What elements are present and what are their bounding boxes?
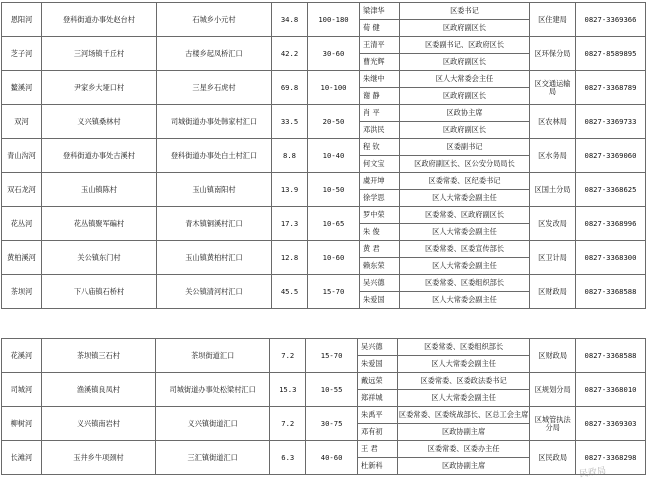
- river-name: 双石龙河: [2, 173, 42, 207]
- liaison-dept: 区住建局: [530, 3, 576, 37]
- table-row: [2, 275, 646, 292]
- chief-name: 邓有初: [358, 424, 398, 441]
- table-row: [2, 71, 646, 88]
- river-name: 双河: [2, 105, 42, 139]
- chief-name: 赖东荣: [360, 258, 400, 275]
- chief-name: 邓洪民: [360, 122, 400, 139]
- end-point: 玉山镇南阳村: [157, 173, 272, 207]
- river-name: 鳌溪河: [2, 71, 42, 105]
- liaison-phone: 0827-3369060: [576, 139, 646, 173]
- liaison-phone: 0827-3369303: [576, 407, 646, 441]
- end-point: 登科街道办事处白土村汇口: [157, 139, 272, 173]
- chief-name: 王清平: [360, 37, 400, 54]
- liaison-phone: 0827-3368625: [576, 173, 646, 207]
- river-width: 30-60: [308, 37, 360, 71]
- river-name: 茶坝河: [2, 275, 42, 309]
- liaison-phone: 0827-3368588: [576, 275, 646, 309]
- chief-name: 朱禹平: [358, 407, 398, 424]
- river-width: 40-60: [306, 441, 358, 475]
- chief-title: 区人大常委会副主任: [397, 390, 529, 407]
- river-length: 15.3: [270, 373, 306, 407]
- chief-name: 曹光辉: [360, 54, 400, 71]
- chief-name: 虞开坤: [360, 173, 400, 190]
- liaison-phone: 0827-3368789: [576, 71, 646, 105]
- table-row: [2, 207, 646, 224]
- table-row: [2, 407, 646, 424]
- chief-name: 朱继中: [360, 71, 400, 88]
- liaison-dept: 区城管执法分局: [530, 407, 576, 441]
- chief-title: 区人大常委会副主任: [400, 258, 530, 275]
- start-point: 义兴镇南岩村: [41, 407, 155, 441]
- liaison-dept: 区国土分局: [530, 173, 576, 207]
- river-width: 10-50: [308, 173, 360, 207]
- chief-name: 谢 静: [360, 88, 400, 105]
- river-length: 34.8: [272, 3, 308, 37]
- chief-title: 区委常委、区委宣传部长: [400, 241, 530, 258]
- chief-name: 朱爱国: [358, 356, 398, 373]
- river-width: 10-60: [308, 241, 360, 275]
- chief-name: 黄 君: [360, 241, 400, 258]
- chief-title: 区委常委、区委政法委书记: [397, 373, 529, 390]
- river-name: 青山沟河: [2, 139, 42, 173]
- chief-name: 荀 健: [360, 20, 400, 37]
- chief-title: 区委常委、区纪委书记: [400, 173, 530, 190]
- chief-title: 区政府副区长: [400, 122, 530, 139]
- liaison-phone: 0827-3369366: [576, 3, 646, 37]
- chief-name: 程 钦: [360, 139, 400, 156]
- chief-title: 区政协主席: [400, 105, 530, 122]
- river-name: 黄柏溪河: [2, 241, 42, 275]
- chief-title: 区政府副区长: [400, 20, 530, 37]
- table-gap: [0, 330, 646, 338]
- start-point: 茶坝镇三石村: [41, 339, 155, 373]
- chief-name: 何文宝: [360, 156, 400, 173]
- river-name: 芝子河: [2, 37, 42, 71]
- river-width: 10-65: [308, 207, 360, 241]
- end-point: 关公镇清河村汇口: [157, 275, 272, 309]
- start-point: 关公镇东门村: [42, 241, 157, 275]
- start-point: 花丛镇聚军碥村: [42, 207, 157, 241]
- river-length: 6.3: [270, 441, 306, 475]
- liaison-phone: 0827-3369733: [576, 105, 646, 139]
- table-row: [2, 139, 646, 156]
- river-width: 15-70: [308, 275, 360, 309]
- liaison-dept: 区发改局: [530, 207, 576, 241]
- river-width: 10-40: [308, 139, 360, 173]
- table-row: [2, 339, 646, 356]
- end-point: 司城街道办事处韩家村汇口: [157, 105, 272, 139]
- chief-name: 肖 平: [360, 105, 400, 122]
- end-point: 玉山镇黄柏村汇口: [157, 241, 272, 275]
- river-length: 33.5: [272, 105, 308, 139]
- liaison-dept: 区规划分局: [530, 373, 576, 407]
- chief-title: 区政府副区长: [400, 54, 530, 71]
- chief-name: 朱爱国: [360, 292, 400, 309]
- chief-name: 徐学思: [360, 190, 400, 207]
- liaison-dept: 区卫计局: [530, 241, 576, 275]
- river-chief-table-1: [1, 2, 646, 309]
- table-row: [2, 441, 646, 458]
- chief-name: 吴兴德: [360, 275, 400, 292]
- table-row: [2, 3, 646, 20]
- river-length: 12.8: [272, 241, 308, 275]
- liaison-dept: 区交通运输局: [530, 71, 576, 105]
- start-point: 下八庙镇石桥村: [42, 275, 157, 309]
- chief-title: 区委副书记: [400, 139, 530, 156]
- liaison-dept: 区财政局: [530, 275, 576, 309]
- start-point: 玉井乡牛项颈村: [41, 441, 155, 475]
- chief-name: 梁津华: [360, 3, 400, 20]
- chief-title: 区人大常委会副主任: [400, 190, 530, 207]
- river-name: 花溪河: [2, 339, 42, 373]
- river-width: 30-75: [306, 407, 358, 441]
- river-width: 100-180: [308, 3, 360, 37]
- river-length: 13.9: [272, 173, 308, 207]
- chief-name: 郑祥城: [358, 390, 398, 407]
- river-chief-table-2: [1, 338, 646, 475]
- liaison-dept: 区财政局: [530, 339, 576, 373]
- chief-title: 区委副书记、区政府区长: [400, 37, 530, 54]
- river-length: 8.8: [272, 139, 308, 173]
- chief-name: 罗中荣: [360, 207, 400, 224]
- end-point: 三星乡石虎村: [157, 71, 272, 105]
- chief-title: 区委书记: [400, 3, 530, 20]
- end-point: 三汇镇街道汇口: [156, 441, 270, 475]
- river-width: 15-70: [306, 339, 358, 373]
- chief-title: 区人大常委会副主任: [397, 356, 529, 373]
- table-row: [2, 173, 646, 190]
- end-point: 司城街道办事处松梁村汇口: [156, 373, 270, 407]
- liaison-phone: 0827-3368010: [576, 373, 646, 407]
- river-length: 69.8: [272, 71, 308, 105]
- river-width: 20-50: [308, 105, 360, 139]
- table-row: [2, 105, 646, 122]
- river-length: 45.5: [272, 275, 308, 309]
- chief-name: 朱 俊: [360, 224, 400, 241]
- start-point: 登科街道办事处赵台村: [42, 3, 157, 37]
- chief-title: 区政府副区长: [400, 88, 530, 105]
- chief-title: 区委常委、区政府副区长: [400, 207, 530, 224]
- liaison-dept: 区农林局: [530, 105, 576, 139]
- start-point: 义兴镇桑林村: [42, 105, 157, 139]
- river-length: 17.3: [272, 207, 308, 241]
- liaison-phone: 0827-8589895: [576, 37, 646, 71]
- end-point: 青木镇铜溪村汇口: [157, 207, 272, 241]
- river-name: 长滩河: [2, 441, 42, 475]
- chief-name: 王 君: [358, 441, 398, 458]
- end-point: 茶坝街道汇口: [156, 339, 270, 373]
- river-length: 7.2: [270, 339, 306, 373]
- river-length: 7.2: [270, 407, 306, 441]
- end-point: 古楼乡起凤桥汇口: [157, 37, 272, 71]
- end-point: 石城乡小元村: [157, 3, 272, 37]
- start-point: 三河场镇千丘村: [42, 37, 157, 71]
- river-name: 司城河: [2, 373, 42, 407]
- chief-title: 区委常委、区委统战部长、区总工会主席: [397, 407, 529, 424]
- start-point: 玉山镇陈村: [42, 173, 157, 207]
- watermark: 民政局: [578, 466, 607, 480]
- start-point: 尹家乡大垭口村: [42, 71, 157, 105]
- river-width: 10-55: [306, 373, 358, 407]
- table-row: [2, 37, 646, 54]
- table-row: [2, 241, 646, 258]
- liaison-dept: 区环保分局: [530, 37, 576, 71]
- chief-title: 区委常委、区委组织部长: [397, 339, 529, 356]
- river-name: 恩阳河: [2, 3, 42, 37]
- chief-name: 吴兴德: [358, 339, 398, 356]
- river-name: 柳树河: [2, 407, 42, 441]
- chief-title: 区政协副主席: [397, 458, 529, 475]
- end-point: 义兴镇街道汇口: [156, 407, 270, 441]
- liaison-phone: 0827-3368996: [576, 207, 646, 241]
- liaison-dept: 区民政局: [530, 441, 576, 475]
- river-name: 花丛河: [2, 207, 42, 241]
- chief-title: 区人大常委会主任: [400, 71, 530, 88]
- river-length: 42.2: [272, 37, 308, 71]
- liaison-dept: 区水务局: [530, 139, 576, 173]
- river-width: 10-100: [308, 71, 360, 105]
- chief-name: 杜新科: [358, 458, 398, 475]
- chief-title: 区人大常委会副主任: [400, 292, 530, 309]
- chief-title: 区政府副区长、区公安分局局长: [400, 156, 530, 173]
- chief-title: 区委常委、区委办主任: [397, 441, 529, 458]
- chief-title: 区政协副主席: [397, 424, 529, 441]
- liaison-phone: 0827-3368588: [576, 339, 646, 373]
- table-row: [2, 373, 646, 390]
- chief-title: 区委常委、区委组织部长: [400, 275, 530, 292]
- start-point: 登科街道办事处古溪村: [42, 139, 157, 173]
- chief-name: 戴远荣: [358, 373, 398, 390]
- start-point: 渔溪镇良凤村: [41, 373, 155, 407]
- liaison-phone: 0827-3368298: [576, 441, 646, 475]
- liaison-phone: 0827-3368300: [576, 241, 646, 275]
- chief-title: 区人大常委会副主任: [400, 224, 530, 241]
